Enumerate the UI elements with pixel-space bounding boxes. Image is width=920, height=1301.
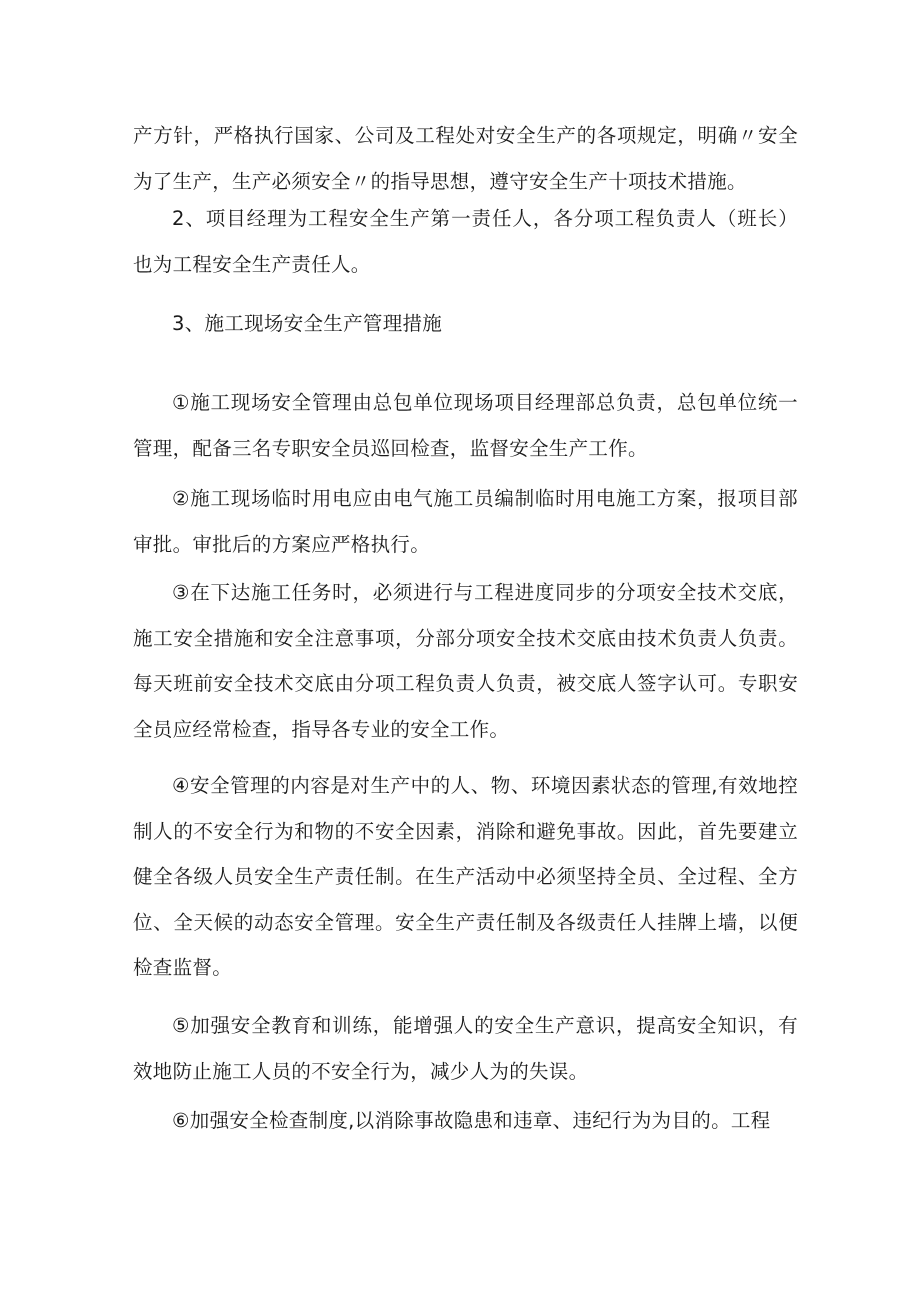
paragraph-continuation: 产方针，严格执行国家、公司及工程处对安全生产的各项规定，明确〃安全为了生产，生产必须安全〃的指导思想，遵守安全生产十项技术措施。 — [133, 124, 798, 193]
paragraph-item-2: 2、项目经理为工程安全生产第一责任人，各分项工程负责人（班长）也为工程安全生产责任人。 — [133, 207, 798, 276]
section-heading-3: 3、施工现场安全生产管理措施 — [172, 312, 443, 335]
paragraph-item-circled-3: ③在下达施工任务时，必须进行与工程进度同步的分项安全技术交底，施工安全措施和安全注意事项，分部分项安全技术交底由技术负责人负责。每天班前安全技术交底由分项工程负责人负责，被交底人签字认可。专职安全员应经常检查，指导各专业的安全工作。 — [133, 581, 798, 741]
paragraph-item-circled-1: ①施工现场安全管理由总包单位现场项目经理部总负责，总包单位统一管理，配备三名专职安全员巡回检查，监督安全生产工作。 — [133, 391, 798, 460]
paragraph-item-circled-5: ⑤加强安全教育和训练，能增强人的安全生产意识，提高安全知识，有效地防止施工人员的不安全行为，减少人为的失误。 — [133, 1014, 798, 1083]
paragraph-item-circled-2: ②施工现场临时用电应由电气施工员编制临时用电施工方案，报项目部审批。审批后的方案应严格执行。 — [133, 487, 798, 556]
paragraph-item-circled-4: ④安全管理的内容是对生产中的人、物、环境因素状态的管理,有效地控制人的不安全行为和物的不安全因素，消除和避免事故。因此，首先要建立健全各级人员安全生产责任制。在生产活动中必须坚持全员、全过程、全方位、全天候的动态安全管理。安全生产责任制及各级责任人挂牌上墙，以便检查监督。 — [133, 774, 798, 979]
paragraph-item-circled-6: ⑥加强安全检查制度,以消除事故隐患和违章、违纪行为为目的。工程 — [172, 1109, 771, 1132]
